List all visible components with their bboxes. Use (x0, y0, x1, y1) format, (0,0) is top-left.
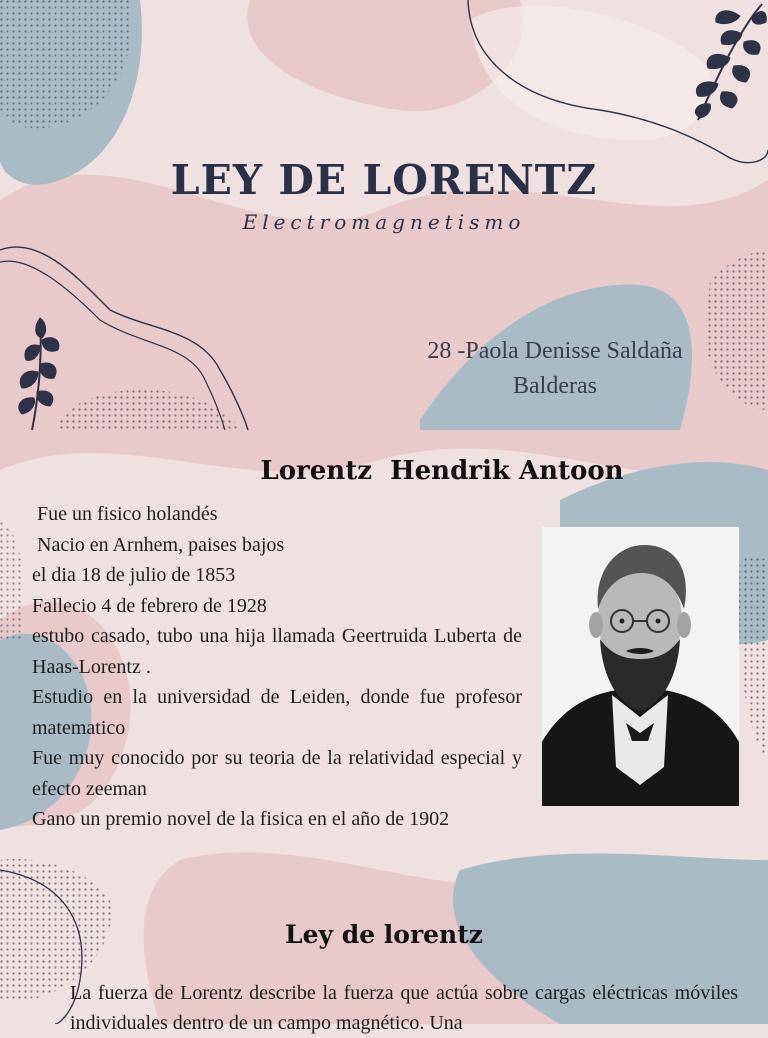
author-name (380, 334, 730, 404)
author-line-2: Balderas (513, 373, 597, 399)
biography-line: estubo casado, tubo una hija llamada Geertruida Luberta de Haas-Lorentz . (32, 625, 522, 678)
biography-line: el dia 18 de julio de 1853 (32, 564, 236, 586)
biography-heading: Lorentz Hendrik Antoon (260, 456, 624, 486)
biography-line: Fue muy conocido por su teoria de la relatividad especial y efecto zeeman (32, 747, 522, 800)
portrait-photo (542, 527, 739, 806)
page-title: LEY DE LORENTZ (170, 156, 598, 204)
biography-line: Nacio en Arnhem, paises bajos (37, 533, 285, 556)
biography-line: Fallecio 4 de febrero de 1928 (32, 594, 267, 617)
law-heading: Ley de lorentz (285, 920, 483, 949)
biography-list (32, 499, 522, 835)
page-subtitle: Electromagnetismo (242, 210, 526, 234)
biography-line: Gano un premio novel de la fisica en el año de 1902 (32, 808, 450, 830)
law-paragraph: La fuerza de Lorentz describe la fuerza que actúa sobre cargas eléctricas móviles individuales dentro de un campo magnético. Una (70, 982, 738, 1034)
portrait-illustration (542, 527, 739, 806)
biography-line: Fue un fisico holandés (37, 503, 218, 525)
biography-line: Estudio en la universidad de Leiden, donde fue profesor matematico (32, 686, 522, 739)
author-line-1: 28 -Paola Denisse Saldaña (427, 338, 683, 364)
